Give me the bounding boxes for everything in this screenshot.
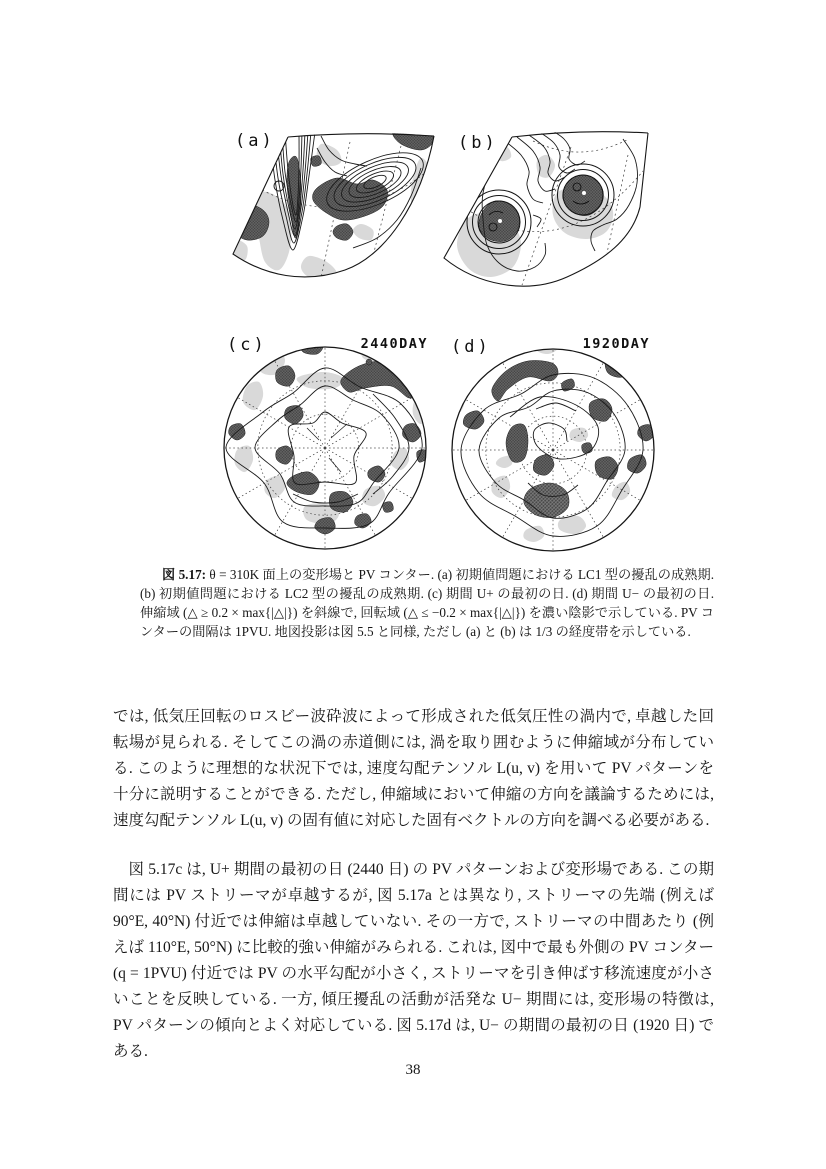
polar-chart-c [223, 333, 433, 553]
figure-caption [140, 565, 714, 641]
page-number: 38 [405, 1062, 421, 1078]
panel-d-day-label: 1920DAY [582, 336, 650, 352]
body-paragraph-1: では, 低気圧回転のロスビー波砕波によって形成された低気圧性の渦内で, 卓越した回転場が見られる. そしてこの渦の赤道側には, 渦を取り囲むように伸縮域が分布している. このように理想的な状況下では, 速度勾配テンソル L(u, v) を用いて PV パターンを十分に説明することができる. ただし, 伸縮域において伸縮の方向を議論するためには, 速度勾配テンソル L(u, v) の固有値に対応した固有ベクトルの方向を調べる必要がある. [113, 708, 714, 829]
panel-d-plot [448, 333, 658, 553]
figure-caption-text: θ = 310K 面上の変形場と PV コンター. (a) 初期値問題における LC1 型の擾乱の成熟期. (b) 初期値問題における LC2 型の擾乱の成熟期. (c) 期間 U+ の最初の日. (d) 期間 U− の最初の日. 伸縮域 (△ ≥ 0.2 × max{|△|}) を斜線で, 回転域 (△ ≤ −0.2 × max{|△|}) を濃い陰影で示している. PV コンターの間隔は 1PVU. 地図投影は図 5.5 と同様, ただし (a) と (b) は 1/3 の経度帯を示している. [140, 567, 714, 639]
panel-b-label: (b) [458, 133, 498, 153]
body-paragraph-2: 図 5.17c は, U+ 期間の最初の日 (2440 日) の PV パターンおよび変形場である. この期間には PV ストリーマが卓越するが, 図 5.17a とは異なり, ストリーマの先端 (例えば 90°E, 40°N) 付近では伸縮は卓越していない. その一方で, ストリーマの中間あたり (例えば 110°E, 50°N) に比較的強い伸縮がみられる. これは, 図中で最も外側の PV コンター (q = 1PVU) 付近では PV の水平勾配が小さく, ストリーマを引き伸ばす移流速度が小さいことを反映している. 一方, 傾圧擾乱の活動が活発な U− 期間には, 変形場の特徴は, PV パターンの傾向とよく対応している. 図 5.17d は, U− の期間の最初の日 (1920 日) である. [113, 861, 714, 1060]
figure-caption-number: 図 5.17: [162, 567, 207, 582]
panel-c-plot [223, 333, 433, 553]
panel-a-label: (a) [235, 131, 275, 151]
panel-a-plot [225, 128, 435, 282]
fan-chart-a [225, 128, 435, 282]
polar-chart-d [448, 333, 658, 553]
panel-b-plot [437, 127, 661, 293]
panel-c-label: (c) [227, 335, 267, 355]
panel-d-label: (d) [451, 337, 491, 357]
body-text [113, 704, 714, 1065]
panel-c-day-label: 2440DAY [360, 336, 428, 352]
